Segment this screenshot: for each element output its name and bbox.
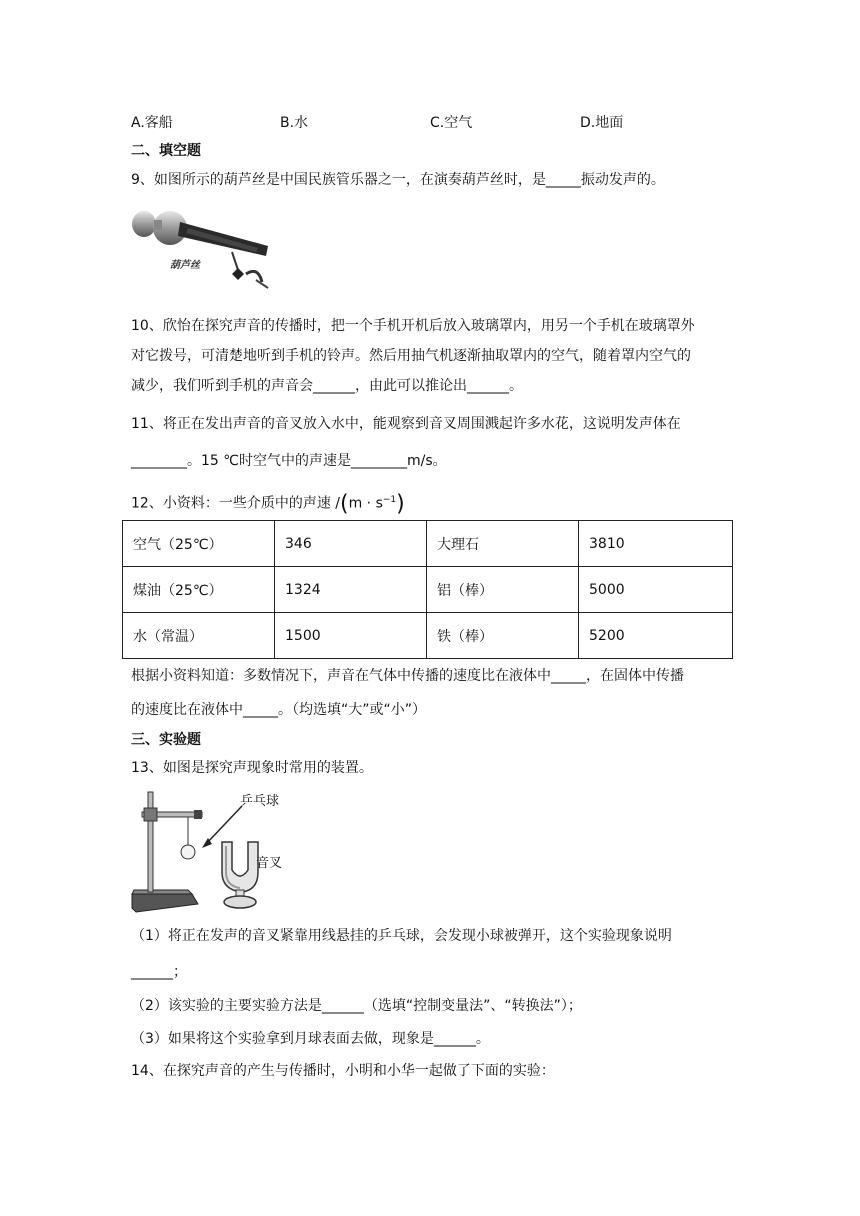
question-13-part-3: （3）如果将这个实验拿到月球表面去做，现象是______。 — [131, 1031, 490, 1047]
question-13-part-1: （1）将正在发声的音叉紧靠用线悬挂的乒乓球，会发现小球被弹开，这个实验现象说明 — [131, 928, 672, 944]
hulusi-label: 葫芦丝 — [170, 260, 200, 271]
question-12-text: 12、小资料：一些介质中的声速 / — [131, 495, 340, 512]
table-cell: 大理石 — [427, 521, 579, 567]
question-10-line-1: 10、欣怡在探究声音的传播时，把一个手机开机后放入玻璃罩内，用另一个手机在玻璃罩外 — [131, 318, 695, 334]
hulusi-image — [128, 202, 270, 294]
sound-speed-table — [122, 520, 733, 659]
table-cell: 1500 — [275, 613, 427, 659]
table-cell: 水（常温） — [123, 613, 275, 659]
q8-option-b: B.水 — [280, 115, 309, 131]
table-cell: 空气（25℃） — [123, 521, 275, 567]
table-cell: 铝（棒） — [427, 567, 579, 613]
table-cell: 5200 — [579, 613, 733, 659]
table-cell: 1324 — [275, 567, 427, 613]
table-cell: 3810 — [579, 521, 733, 567]
section-title-experiment: 三、实验题 — [131, 732, 201, 748]
question-12: 12、小资料：一些介质中的声速 $/(m \cdot s^{-1})$ — [131, 491, 405, 517]
q8-option-a: A.客船 — [131, 115, 173, 131]
question-12-after-line-1: 根据小资料知道：多数情况下，声音在气体中传播的速度比在液体中_____，在固体中传播 — [131, 668, 684, 684]
speed-unit-exponent: −1 — [382, 495, 397, 505]
tuning-fork-apparatus-figure — [128, 786, 298, 916]
table-row — [123, 567, 733, 613]
ping-pong-ball-label: 乒乓球 — [240, 794, 280, 809]
table-cell: 煤油（25℃） — [123, 567, 275, 613]
question-11-line-2: ________。15 ℃时空气中的声速是________m/s。 — [131, 453, 447, 469]
question-13-part-1-blank: ______； — [131, 964, 187, 980]
section-title-fill-blank: 二、填空题 — [131, 143, 201, 159]
table-cell: 346 — [275, 521, 427, 567]
question-14: 14、在探究声音的产生与传播时，小明和小华一起做了下面的实验： — [131, 1063, 555, 1079]
q8-option-c: C.空气 — [430, 115, 473, 131]
tuning-fork-label: 音叉 — [256, 856, 283, 871]
question-13: 13、如图是探究声现象时常用的装置。 — [131, 760, 373, 776]
question-12-after-line-2: 的速度比在液体中_____。（均选填“大”或“小”） — [131, 702, 427, 718]
table-row — [123, 521, 733, 567]
table-cell: 铁（棒） — [427, 613, 579, 659]
speed-unit: m · s — [348, 495, 383, 512]
question-11-line-1: 11、将正在发出声音的音叉放入水中，能观察到音叉周围溅起许多水花，这说明发声体在 — [131, 416, 681, 432]
question-9: 9、如图所示的葫芦丝是中国民族管乐器之一，在演奏葫芦丝时，是_____振动发声的。 — [131, 172, 665, 188]
q8-option-d: D.地面 — [580, 115, 624, 131]
table-cell: 5000 — [579, 567, 733, 613]
table-row — [123, 613, 733, 659]
question-13-part-2: （2）该实验的主要实验方法是______（选填“控制变量法”、“转换法”）； — [131, 998, 582, 1014]
question-10-line-3: 减少，我们听到手机的声音会______，由此可以推论出______。 — [131, 378, 523, 394]
question-10-line-2: 对它拨号，可清楚地听到手机的铃声。然后用抽气机逐渐抽取罩内的空气，随着罩内空气的 — [131, 348, 691, 364]
